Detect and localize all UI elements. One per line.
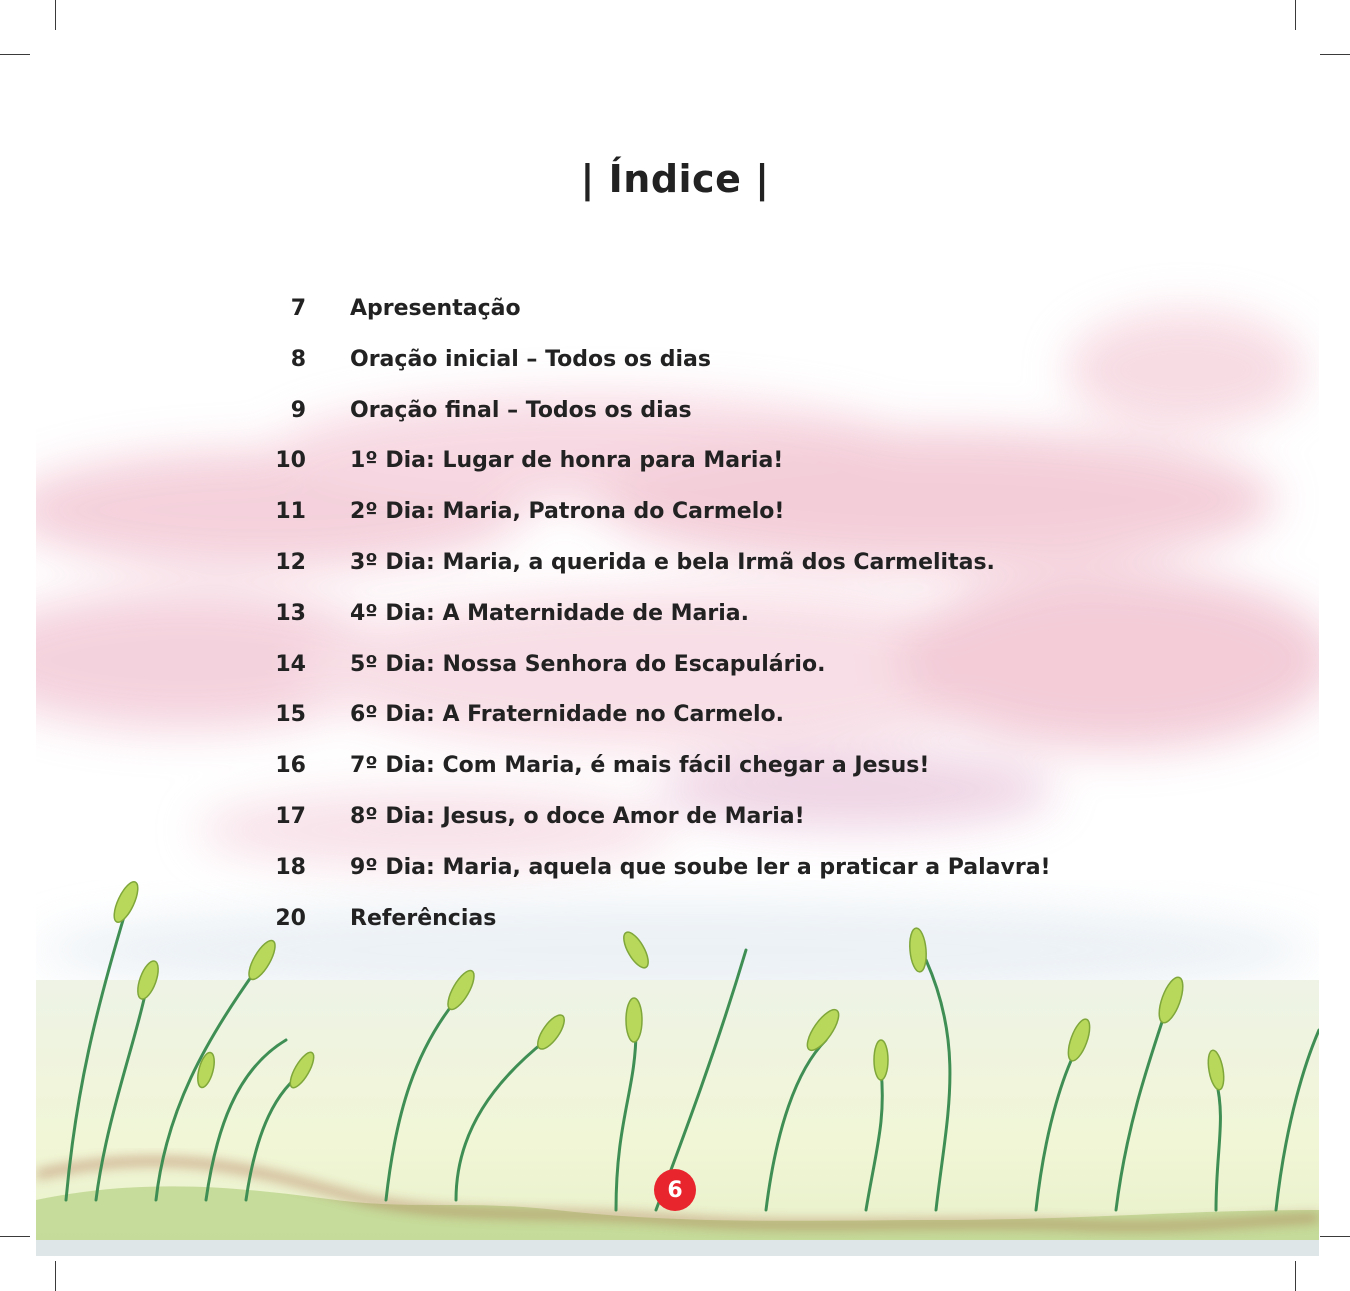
toc-entry-title: 1º Dia: Lugar de honra para Maria! [350,448,784,474]
page-title: | Índice | [580,157,770,202]
toc-entry-title: 2º Dia: Maria, Patrona do Carmelo! [350,499,785,525]
toc-entry[interactable] [240,296,1140,347]
page-number-badge: 6 [654,1169,696,1211]
crop-mark [1320,54,1350,55]
toc-page-number: 20 [275,905,306,931]
toc-page-number: 18 [275,854,306,880]
toc-entry[interactable] [240,601,1140,652]
crop-mark [1320,1236,1350,1237]
toc-page-number: 15 [275,702,306,728]
toc-entry-title: Oração final – Todos os dias [350,397,692,423]
toc-entry-title: 3º Dia: Maria, a querida e bela Irmã dos Carmelitas. [350,549,995,575]
toc-entry[interactable] [240,347,1140,398]
toc-entry[interactable] [240,804,1140,855]
toc-entry-title: 5º Dia: Nossa Senhora do Escapulário. [350,651,826,677]
toc-page-number: 12 [275,549,306,575]
toc-page-number: 10 [275,448,306,474]
toc-page-number: 9 [290,397,306,423]
toc-entry[interactable] [240,398,1140,449]
crop-mark [55,1261,56,1291]
toc-entry-title: 8º Dia: Jesus, o doce Amor de Maria! [350,803,805,829]
toc-page-number: 16 [275,753,306,779]
toc-entry-title: 9º Dia: Maria, aquela que soube ler a praticar a Palavra! [350,854,1051,880]
toc-page-number: 7 [290,296,306,321]
toc-page-number: 13 [275,600,306,626]
crop-mark [1295,0,1296,30]
toc-page-number: 14 [275,651,306,677]
toc-entry-title: Apresentação [350,296,521,321]
crop-mark [0,1236,30,1237]
toc-entry[interactable] [240,652,1140,703]
toc-entry[interactable] [240,702,1140,753]
ground-base [36,1240,1319,1256]
toc-entry[interactable] [240,753,1140,804]
toc-entry[interactable] [240,550,1140,601]
toc-entry-title: 4º Dia: A Maternidade de Maria. [350,600,749,626]
crop-mark [1295,1261,1296,1291]
toc-entry-title: Referências [350,905,497,931]
toc-entry-title: Oração inicial – Todos os dias [350,346,712,372]
toc-page-number: 8 [290,346,306,372]
toc-page-number: 11 [275,499,306,525]
toc-entry[interactable] [240,499,1140,550]
crop-mark [0,54,30,55]
toc-page-number: 17 [275,803,306,829]
toc-entry[interactable] [240,906,1140,957]
toc-entry-title: 6º Dia: A Fraternidade no Carmelo. [350,702,785,728]
crop-mark [55,0,56,30]
toc-entry[interactable] [240,855,1140,906]
toc-entry-title: 7º Dia: Com Maria, é mais fácil chegar a Jesus! [350,753,930,779]
toc-entry[interactable] [240,448,1140,499]
table-of-contents [240,296,1140,956]
